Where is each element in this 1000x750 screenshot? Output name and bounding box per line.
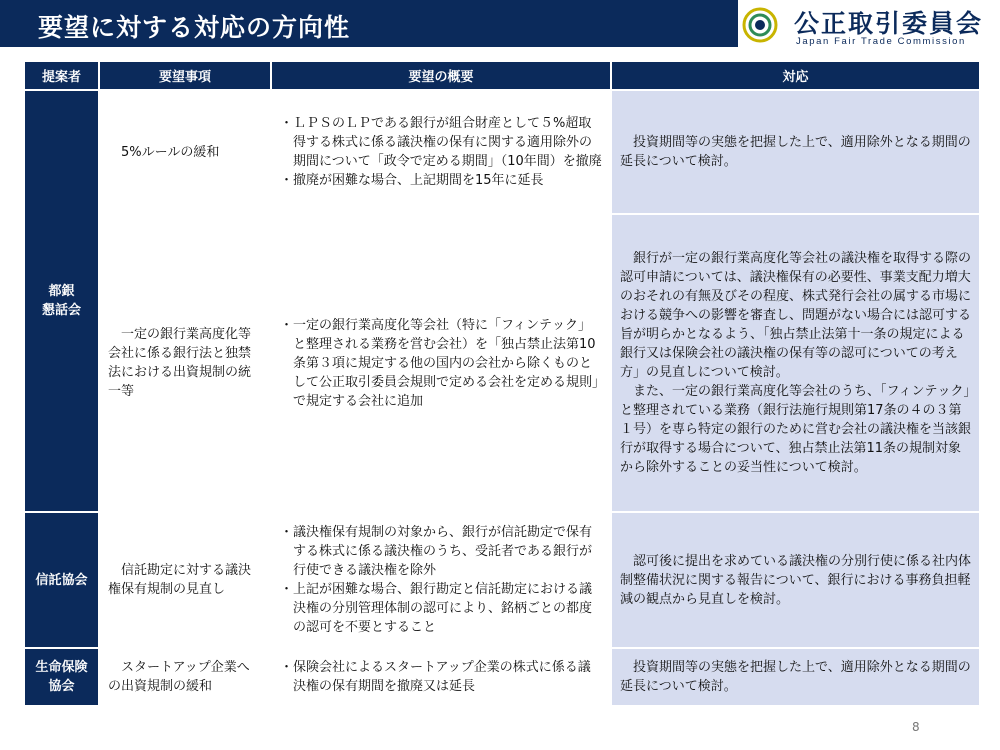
title-bar — [0, 0, 738, 47]
column-header-response: 対応 — [612, 62, 979, 89]
response-text: 投資期間等の実態を把握した上で、適用除外となる期間の延長について検討。 — [620, 660, 971, 694]
requests-table — [23, 60, 981, 707]
overview-bullet: ・上記が困難な場合、銀行勘定と信託勘定における議決権の分別管理体制の認可により、銘柄ごとの都度の認可を不要とすること — [280, 582, 593, 635]
overview-cell — [272, 215, 610, 511]
response-cell — [612, 215, 979, 511]
column-header-overview: 要望の概要 — [272, 62, 610, 89]
table-row — [25, 91, 979, 213]
request-cell: 一定の銀行業高度化等会社に係る銀行法と独禁法における出資規制の統一等 — [100, 215, 270, 511]
overview-cell — [272, 649, 610, 705]
page-number: 8 — [912, 720, 920, 734]
response-cell — [612, 91, 979, 213]
overview-cell — [272, 513, 610, 647]
overview-cell — [272, 91, 610, 213]
proposer-label: 都銀 — [48, 284, 75, 299]
table-header-row — [25, 62, 979, 89]
jftc-logo — [742, 4, 1000, 48]
response-cell — [612, 513, 979, 647]
overview-bullet: ・撤廃が困難な場合、上記期間を15年に延長 — [280, 173, 544, 188]
table-row — [25, 215, 979, 511]
page-title: 要望に対する対応の方向性 — [38, 13, 351, 42]
response-text: 銀行が一定の銀行業高度化等会社の議決権を取得する際の認可申請については、議決権保有の必要性、事業支配力増大のおそれの有無及びその程度、株式発行会社の属する市場における競争への影響を審査し、問題がない場合には認可する旨が明らかとなるよう、「独占禁止法第十一条の規定による銀行又は保険会社の議決権の保有等の認可についての考え方」の見直しについて検討。 — [620, 251, 972, 380]
request-cell: 信託勘定に対する議決権保有規制の見直し — [100, 513, 270, 647]
request-cell: スタートアップ企業への出資規制の緩和 — [100, 649, 270, 705]
response-cell — [612, 649, 979, 705]
response-text: また、一定の銀行業高度化等会社のうち、「フィンテック」と整理されている業務（銀行法施行規則第17条の４の３第１号）を専ら特定の銀行のために営む会社の議決権を当該銀行が取得する場合について、独占禁止法第11条の規制対象から除外することの妥当性について検討。 — [620, 384, 972, 475]
proposer-label: 協会 — [48, 679, 75, 694]
overview-bullet: ・一定の銀行業高度化等会社（特に「フィンテック」と整理される業務を営む会社）を「独占禁止法第10条第３項に規定する他の国内の会社から除くものとして公正取引委員会規則で定める会社を定める規則」で規定する会社に追加 — [280, 317, 599, 409]
overview-bullet: ・ＬＰＳのＬＰである銀行が組合財産として５%超取得する株式に係る議決権の保有に関する適用除外の期間について「政令で定める期間」（10年間）を撤廃 — [280, 116, 602, 169]
column-header-request: 要望事項 — [100, 62, 270, 89]
table-row — [25, 649, 979, 705]
overview-bullet: ・議決権保有規制の対象から、銀行が信託勘定で保有する株式に係る議決権のうち、受託者である銀行が行使できる議決権を除外 — [280, 525, 593, 578]
proposer-label: 生命保険 — [35, 660, 88, 675]
overview-bullet: ・保険会社によるスタートアップ企業の株式に係る議決権の保有期間を撤廃又は延長 — [280, 660, 591, 694]
proposer-cell — [25, 91, 98, 511]
logo-subtitle: Japan Fair Trade Commission — [796, 36, 966, 47]
table-row — [25, 513, 979, 647]
jftc-emblem-icon — [742, 7, 778, 43]
proposer-label: 信託協会 — [35, 572, 88, 588]
response-text: 投資期間等の実態を把握した上で、適用除外となる期間の延長について検討。 — [620, 135, 971, 169]
response-text: 認可後に提出を求めている議決権の分別行使に係る社内体制整備状況に関する報告について、銀行における事務負担軽減の観点から見直しを検討。 — [620, 553, 972, 607]
proposer-cell — [25, 649, 98, 705]
proposer-cell — [25, 513, 98, 647]
column-header-proposer: 提案者 — [25, 62, 98, 89]
logo-name: 公正取引委員会 — [794, 9, 984, 38]
proposer-label: 懇話会 — [41, 303, 81, 318]
request-cell: 5%ルールの緩和 — [100, 91, 270, 213]
